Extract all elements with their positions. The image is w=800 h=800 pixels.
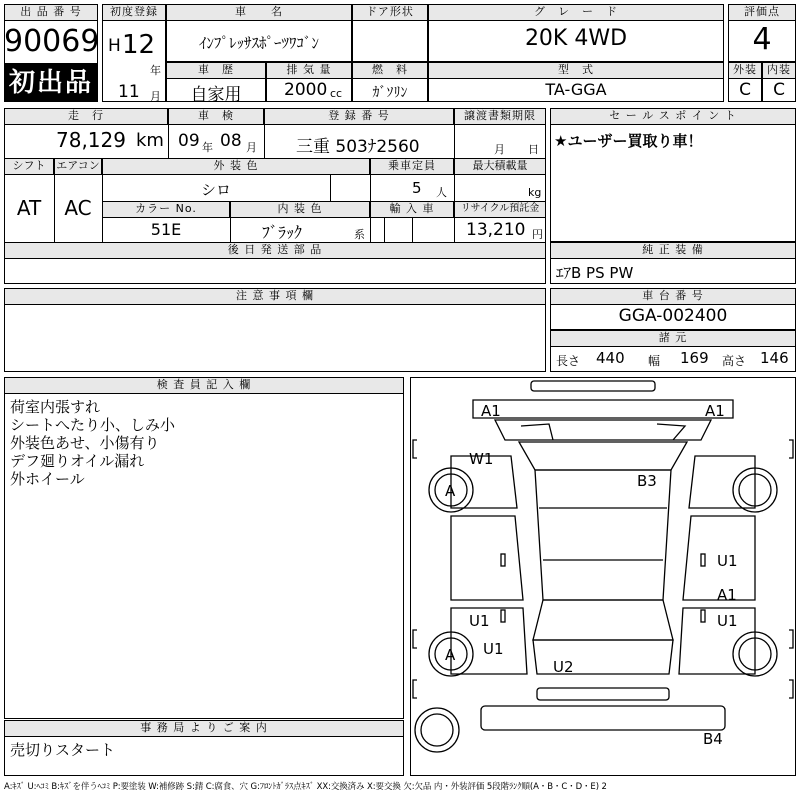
damage-mark-label: B3 — [637, 472, 657, 490]
fuel-label: 燃 料 — [352, 62, 428, 79]
car-outline-diagram — [411, 378, 795, 775]
damage-mark-label: A — [445, 646, 456, 664]
width: 169 — [680, 349, 709, 367]
exterior-grade: C — [739, 80, 751, 100]
first-registration-era: H — [108, 36, 121, 56]
sales-point-label: セ ー ル ス ポ イ ン ト — [550, 108, 796, 125]
mileage: 78,129 — [56, 128, 126, 152]
max-load-unit: kg — [528, 186, 542, 199]
first-listing-badge: 初出品 — [4, 64, 98, 102]
score: 4 — [752, 22, 772, 57]
mileage-label: 走 行 — [4, 108, 168, 125]
capacity: 5 — [412, 179, 422, 197]
transfer-deadline-label: 譲渡書類期限 — [454, 108, 546, 125]
damage-mark-label: U1 — [717, 612, 738, 630]
damage-diagram — [410, 377, 796, 776]
capacity-label: 乗車定員 — [370, 158, 454, 175]
inspector-line: 外装色あせ、小傷有り — [10, 434, 160, 452]
interior-color-label: 内 装 色 — [230, 201, 370, 218]
door-type-label: ドア形状 — [352, 4, 428, 21]
equipment: ｴｱB PS PW — [556, 264, 634, 282]
shift: AT — [16, 196, 42, 220]
inspector-line: 荷室内張すれ — [10, 398, 101, 416]
model-code: TA-GGA — [545, 80, 607, 99]
notes-label: 注 意 事 項 欄 — [4, 288, 546, 305]
transfer-day-unit: 日 — [528, 143, 539, 156]
max-load-label: 最大積載量 — [454, 158, 546, 175]
damage-mark-label: A1 — [717, 586, 737, 604]
color-no-label: カラー No. — [102, 201, 230, 218]
exterior-grade-label: 外装 — [728, 62, 762, 79]
interior-grade: C — [773, 80, 785, 100]
exterior-color: シロ — [200, 181, 231, 199]
recycle-unit: 円 — [532, 228, 543, 241]
recycle-label: リサイクル預託金 — [454, 201, 546, 218]
inspector-line: シートへたり小、しみ小 — [10, 416, 176, 434]
transfer-month-unit: 月 — [494, 143, 505, 156]
damage-mark-label: U1 — [469, 612, 490, 630]
year-unit: 年 — [150, 64, 161, 77]
displacement-unit: cc — [330, 87, 343, 100]
car-name: ｲﾝﾌﾟﾚｯｻｽﾎﾟｰﾂﾜｺﾞﾝ — [198, 34, 319, 52]
mileage-unit: km — [136, 130, 164, 151]
inspector-line: デフ廻りオイル漏れ — [10, 452, 145, 470]
import-label: 輸 入 車 — [370, 201, 454, 218]
first-registration-label: 初度登録 — [102, 4, 166, 21]
length-label: 長さ — [556, 354, 581, 368]
grade-label: グ レ ー ド — [428, 4, 724, 21]
exterior-color-label: 外 装 色 — [102, 158, 370, 175]
shift-label: シフト — [4, 158, 54, 175]
car-name-label: 車 名 — [166, 4, 352, 21]
damage-mark-label: B4 — [703, 730, 723, 748]
equipment-label: 純 正 装 備 — [550, 242, 796, 259]
history-label: 車 歴 — [166, 62, 266, 79]
aircon-label: エアコン — [54, 158, 102, 175]
chassis: GGA-002400 — [618, 306, 728, 326]
interior-color-suffix: 系 — [354, 228, 365, 241]
damage-mark-label: A1 — [481, 402, 501, 420]
height: 146 — [760, 349, 789, 367]
aircon: AC — [64, 196, 92, 220]
inspection-month-unit: 月 — [246, 141, 257, 154]
lot-number: 90069 — [4, 24, 100, 59]
fuel: ｶﾞｿﾘﾝ — [372, 85, 408, 101]
height-label: 高さ — [722, 354, 747, 368]
registration-number: 三重 503ﾅ2560 — [296, 137, 420, 157]
score-label: 評価点 — [728, 4, 796, 21]
chassis-label: 車 台 番 号 — [550, 288, 796, 305]
capacity-unit: 人 — [436, 186, 447, 199]
inspection-label: 車 検 — [168, 108, 264, 125]
door-type-box — [352, 20, 428, 62]
office-label: 事 務 局 よ り ご 案 内 — [4, 720, 404, 737]
notes-box — [4, 304, 546, 372]
first-registration-month: 11 — [118, 82, 140, 102]
inspector-line: 外ホイール — [10, 470, 85, 488]
legend: A:ｷｽﾞ U:ﾍｺﾐ B:ｷｽﾞを伴うﾍｺﾐ P:要塗装 W:補修跡 S:錆 C:腐食、穴 G:ﾌﾛﾝﾄｶﾞﾗｽ点ｷｽﾞ XX:交換済み X:要交換 欠:欠品 内・外装評価 5段階ﾗﾝｸ順(A・B・C・D・E) 2 — [4, 782, 607, 792]
model-code-label: 型 式 — [428, 62, 724, 79]
office-text: 売切りスタート — [10, 741, 116, 759]
month-unit: 月 — [150, 90, 161, 103]
interior-color: ﾌﾞﾗｯｸ — [262, 223, 303, 242]
recycle: 13,210 — [466, 220, 526, 240]
color-no: 51E — [150, 220, 182, 239]
first-registration-year: 12 — [122, 30, 156, 60]
dimensions-label: 諸 元 — [550, 330, 796, 347]
inspection-month: 08 — [220, 131, 242, 151]
displacement: 2000 — [284, 80, 328, 100]
later-parts-label: 後 日 発 送 部 品 — [4, 242, 546, 259]
history: 自家用 — [190, 85, 242, 105]
inspector-label: 検 査 員 記 入 欄 — [4, 377, 404, 394]
inspection-year: 09 — [178, 131, 200, 151]
width-label: 幅 — [648, 354, 661, 368]
registration-number-label: 登 録 番 号 — [264, 108, 454, 125]
damage-mark-label: U1 — [717, 552, 738, 570]
damage-mark-label: U2 — [553, 658, 574, 676]
grade: 20K 4WD — [524, 26, 628, 51]
sales-point-text: ★ユーザー買取り車！ — [554, 132, 703, 150]
inspection-year-unit: 年 — [202, 141, 213, 154]
damage-mark-label: U1 — [483, 640, 504, 658]
length: 440 — [596, 349, 625, 367]
lot-number-label: 出 品 番 号 — [4, 4, 98, 21]
damage-mark-label: A — [445, 482, 456, 500]
interior-grade-label: 内装 — [762, 62, 796, 79]
displacement-label: 排 気 量 — [266, 62, 352, 79]
damage-mark-label: A1 — [705, 402, 725, 420]
damage-mark-label: W1 — [469, 450, 494, 468]
